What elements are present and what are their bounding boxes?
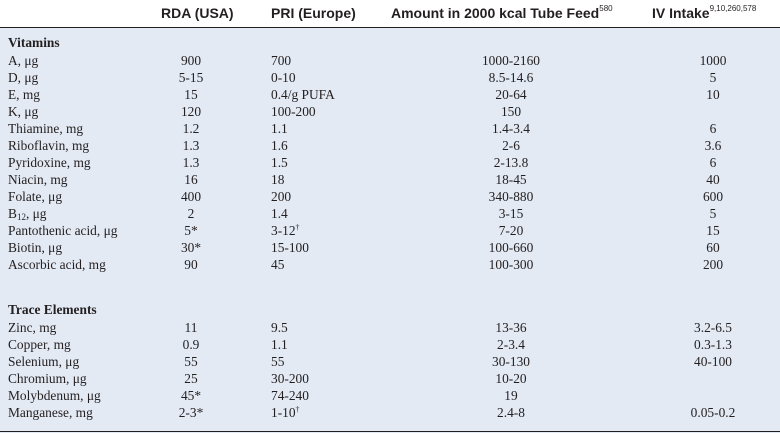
rda-value: 1.3: [182, 155, 200, 170]
pri-value: 18: [271, 172, 285, 187]
tube-feed-value: 7-20: [498, 223, 524, 238]
pri-value: 1.1: [271, 121, 288, 136]
nutrient-name: E, mg: [8, 87, 40, 102]
section-title: Trace Elements: [8, 302, 97, 317]
table-row: [0, 171, 780, 188]
tube-feed-value: 8.5-14.6: [488, 70, 534, 85]
iv-value: 1000: [699, 53, 727, 68]
rda-value: 2: [187, 206, 195, 221]
section-vitamins: [0, 34, 780, 51]
nutrient-name: Pyridoxine, mg: [8, 155, 91, 170]
tube-feed-value: 2-3.4: [497, 337, 525, 352]
pri-value: 1.5: [271, 155, 288, 170]
iv-value: 5: [709, 70, 717, 85]
iv-value: 40-100: [694, 354, 732, 369]
nutrient-name: Riboflavin, mg: [8, 138, 90, 153]
iv-value: 600: [702, 189, 724, 204]
pri-value: 45: [271, 257, 285, 272]
rda-value: 120: [180, 104, 202, 119]
tube-feed-value: 1000-2160: [481, 53, 541, 68]
rda-value: 5*: [184, 223, 198, 238]
table-row: [0, 256, 780, 273]
name-prefix: B: [8, 206, 17, 221]
nutrient-name: K, μg: [8, 104, 39, 119]
rda-value: 45*: [180, 388, 202, 403]
rda-value: 55: [184, 354, 198, 369]
table-row: [0, 154, 780, 171]
tube-feed-value: 340-880: [488, 189, 534, 204]
name-suffix: , μg: [25, 206, 47, 221]
nutrient-name: Folate, μg: [8, 189, 63, 204]
tube-feed-value: 3-15: [498, 206, 524, 221]
pri-value: [271, 222, 300, 239]
table-row: [0, 353, 780, 370]
name-subscript: 12: [16, 212, 26, 222]
iv-value: 3.6: [704, 138, 722, 153]
rda-value: 900: [180, 53, 202, 68]
nutrient-name: Pantothenic acid, μg: [8, 223, 118, 238]
table-row: [0, 86, 780, 103]
tube-feed-value: 10-20: [495, 371, 527, 386]
table-row: [0, 120, 780, 137]
nutrient-name: Manganese, mg: [8, 405, 93, 420]
table-row: [0, 319, 780, 336]
pri-value: 0.4/g PUFA: [271, 87, 335, 102]
iv-value: 40: [706, 172, 720, 187]
nutrient-name: Copper, mg: [8, 337, 71, 352]
nutrient-name: A, μg: [8, 53, 39, 68]
header-rda: RDA (USA): [161, 5, 234, 21]
iv-value: 10: [706, 87, 720, 102]
table-row: [0, 137, 780, 154]
rda-value: 1.3: [182, 138, 200, 153]
table-row: [0, 103, 780, 120]
table-row: [0, 239, 780, 256]
tube-feed-value: 2-13.8: [493, 155, 529, 170]
header-iv-ref: 9,10,260,578: [709, 4, 757, 14]
table-row: [0, 370, 780, 387]
header-tube-feed: [391, 5, 613, 21]
pri-value-main: 3-12: [271, 223, 296, 238]
pri-value: 30-200: [271, 371, 309, 386]
rda-value: 16: [184, 172, 198, 187]
iv-value: 60: [706, 240, 720, 255]
tube-feed-value: 18-45: [495, 172, 527, 187]
rda-value: 5-15: [178, 70, 204, 85]
section-title: Vitamins: [8, 35, 60, 50]
rda-value: 400: [180, 189, 202, 204]
nutrient-name: Zinc, mg: [8, 320, 57, 335]
pri-value: 1.1: [271, 337, 288, 352]
pri-value: 700: [271, 53, 292, 68]
tube-feed-value: 13-36: [495, 320, 527, 335]
rda-value: 25: [184, 371, 198, 386]
pri-value: [271, 404, 300, 421]
tube-feed-value: 1.4-3.4: [492, 121, 530, 136]
header-tube-feed-label: Amount in 2000 kcal Tube Feed: [391, 5, 600, 21]
section-trace-elements: [0, 301, 780, 318]
pri-value: 55: [271, 354, 285, 369]
table-row: [0, 387, 780, 404]
nutrient-name: Ascorbic acid, mg: [8, 257, 106, 272]
header-tube-feed-ref: 580: [599, 4, 613, 14]
table-row: [0, 404, 780, 421]
iv-value: 0.05-0.2: [690, 405, 736, 420]
pri-value: 100-200: [271, 104, 316, 119]
dagger-mark: †: [295, 223, 300, 232]
table-row: [0, 188, 780, 205]
iv-value: 15: [706, 223, 720, 238]
table-row: [0, 205, 780, 222]
rda-value: 1.2: [182, 121, 200, 136]
iv-value: 3.2-6.5: [694, 320, 732, 335]
dagger-mark: †: [295, 405, 300, 414]
pri-value: 9.5: [271, 320, 288, 335]
pri-value: 1.4: [271, 206, 288, 221]
pri-value: 200: [271, 189, 292, 204]
iv-value: 0.3-1.3: [694, 337, 732, 352]
pri-value: 15-100: [271, 240, 309, 255]
tube-feed-value: 150: [500, 104, 522, 119]
pri-value-main: 1-10: [271, 405, 296, 420]
rda-value: 15: [184, 87, 198, 102]
nutrient-name: Selenium, μg: [8, 354, 80, 369]
table-row: [0, 336, 780, 353]
header-iv-label: IV Intake: [652, 5, 710, 21]
nutrient-name: Molybdenum, μg: [8, 388, 101, 403]
nutrient-name: Biotin, μg: [8, 240, 63, 255]
table-row: [0, 69, 780, 86]
pri-value: 74-240: [271, 388, 309, 403]
tube-feed-value: 2-6: [502, 138, 520, 153]
rda-value: 2-3*: [178, 405, 204, 420]
iv-value: 200: [702, 257, 724, 272]
table-header: [0, 0, 780, 28]
tube-feed-value: 19: [504, 388, 518, 403]
nutrient-name: Chromium, μg: [8, 371, 87, 386]
iv-value: 6: [709, 121, 717, 136]
pri-value: 0-10: [271, 70, 296, 85]
tube-feed-value: 20-64: [495, 87, 527, 102]
tube-feed-value: 2.4-8: [497, 405, 525, 420]
rda-value: 11: [184, 320, 198, 335]
nutrient-name: D, μg: [8, 70, 39, 85]
header-iv: [652, 5, 756, 21]
tube-feed-value: 30-130: [492, 354, 530, 369]
rda-value: 0.9: [182, 337, 200, 352]
tube-feed-value: 100-660: [488, 240, 534, 255]
nutrient-name: Thiamine, mg: [8, 121, 84, 136]
table-row: [0, 222, 780, 239]
table-row: [0, 52, 780, 69]
header-pri: PRI (Europe): [271, 5, 356, 21]
iv-value: 5: [709, 206, 717, 221]
table-bottom-rule: [0, 431, 780, 432]
tube-feed-value: 100-300: [488, 257, 534, 272]
nutrient-name: Niacin, mg: [8, 172, 68, 187]
iv-value: 6: [709, 155, 717, 170]
pri-value: 1.6: [271, 138, 288, 153]
rda-value: 30*: [180, 240, 202, 255]
rda-value: 90: [184, 257, 198, 272]
